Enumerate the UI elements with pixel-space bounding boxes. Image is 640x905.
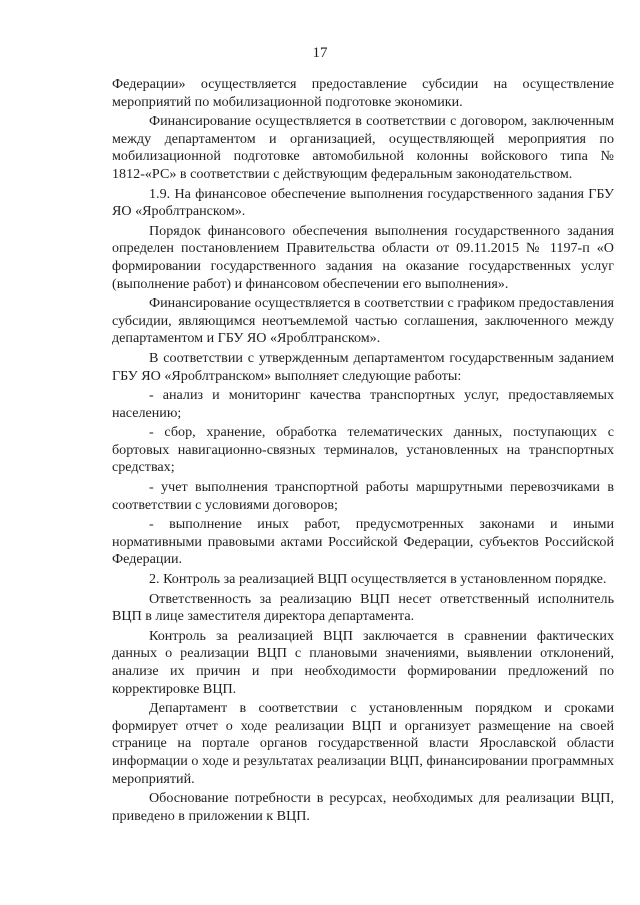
paragraph-section-2: 2. Контроль за реализацией ВЦП осуществляется в установленном порядке.: [149, 571, 607, 588]
paragraph-financing-schedule: Финансирование осуществляется в соответствии с графиком предоставления субсидии, являющимся неотъемлемой частью соглашения, заключенного между департаментом и ГБУ ЯО «Яроблтранском».: [112, 295, 614, 347]
paragraph-section-1-9: 1.9. На финансовое обеспечение выполнения государственного задания ГБУ ЯО «Яроблтранском».: [112, 185, 614, 220]
paragraph-report: Департамент в соответствии с установленным порядком и сроками формирует отчет о ходе реализации ВЦП и организует размещение на своей странице на портале органов государственной власти Ярославской области информации о ходе и результатах реализации ВЦП, финансировании программных мероприятий.: [112, 700, 614, 787]
list-item-telematics: - сбор, хранение, обработка телематических данных, поступающих с бортовых навигационно-связных терминалов, установленных на транспортных средствах;: [112, 424, 614, 476]
paragraph-financing-agreement: Финансирование осуществляется в соответствии с договором, заключенным между департаментом и организацией, осуществляющей мероприятия по мобилизационной подготовке автомобильной колонны войскового типа № 1812-«РС» в соответствии с действующим федеральным законодательством.: [112, 113, 614, 182]
list-item-other-works: - выполнение иных работ, предусмотренных законами и иными нормативными правовыми актами Российской Федерации, субъектов Российской Федерации.: [112, 516, 614, 568]
paragraph-control: Контроль за реализацией ВЦП заключается в сравнении фактических данных о реализации ВЦП с плановыми значениями, выявлении отклонений, анализе их причин и при необходимости формировании предложений по корректировке ВЦП.: [112, 627, 614, 697]
page-number: 17: [312, 45, 328, 61]
paragraph-responsibility: Ответственность за реализацию ВЦП несет ответственный исполнитель ВЦП в лице заместителя директора департамента.: [112, 590, 614, 625]
paragraph-procedure: Порядок финансового обеспечения выполнения государственного задания определен постановлением Правительства области от 09.11.2015 № 1197-п «О формировании государственного задания на оказание государственных услуг (выполнение работ) и финансовом обеспечении его выполнения».: [112, 222, 614, 292]
document-body: [112, 76, 614, 827]
paragraph-resources: Обоснование потребности в ресурсах, необходимых для реализации ВЦП, приведено в приложении к ВЦП.: [112, 790, 614, 824]
paragraph-continuation: Федерации» осуществляется предоставление субсидии на осуществление мероприятий по мобилизационной подготовке экономики.: [112, 76, 614, 110]
paragraph-state-task: В соответствии с утвержденным департаментом государственным заданием ГБУ ЯО «Яроблтранском» выполняет следующие работы:: [112, 349, 614, 384]
list-item-analysis: - анализ и мониторинг качества транспортных услуг, предоставляемых населению;: [112, 387, 614, 421]
list-item-accounting: - учет выполнения транспортной работы маршрутными перевозчиками в соответствии с условиями договоров;: [112, 479, 614, 513]
